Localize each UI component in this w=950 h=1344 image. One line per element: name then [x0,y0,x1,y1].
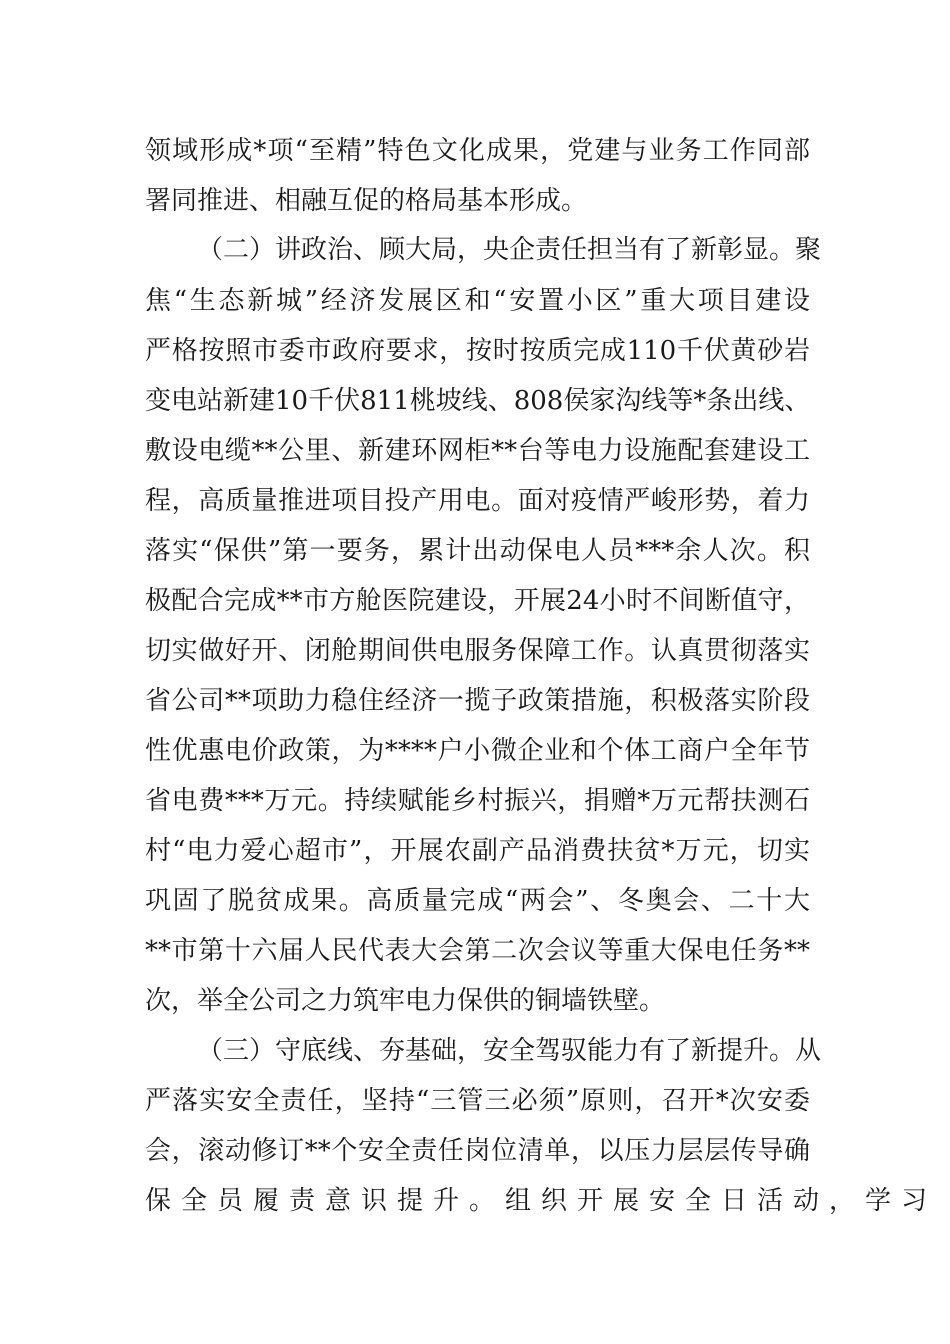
text-line: 署同推进、相融互促的格局基本形成。 [145,186,588,216]
text-line: 省公司**项助力稳住经济一揽子政策措施，积极落实阶段 [145,686,810,716]
text-line: （二）讲政治、顾大局，央企责任担当有了新彰显。聚 [197,235,822,265]
text-line: 变电站新建10千伏811桃坡线、808侯家沟线等*条出线、 [145,386,811,416]
text-line: 落实“保供”第一要务，累计出动保电人员***余人次。积 [145,536,810,566]
text-line: 会，滚动修订**个安全责任岗位清单，以压力层层传导确 [145,1136,810,1166]
text-line: 巩固了脱贫成果。高质量完成“两会”、冬奥会、二十大 [145,886,810,916]
text-line: 严落实安全责任，坚持“三管三必须”原则，召开*次安委 [145,1086,810,1116]
text-line: 程，高质量推进项目投产用电。面对疫情严峻形势，着力 [145,486,810,516]
text-line: 极配合完成**市方舱医院建设，开展24小时不间断值守， [145,586,810,616]
text-line: 保全员履责意识提升。组织开展安全日活动，学习 [145,1186,938,1216]
text-line: （三）守底线、夯基础，安全驾驭能力有了新提升。从 [197,1036,822,1066]
text-line: 切实做好开、闭舱期间供电服务保障工作。认真贯彻落实 [145,636,810,666]
text-line: 敷设电缆**公里、新建环网柜**台等电力设施配套建设工 [145,436,810,466]
text-line: 性优惠电价政策，为****户小微企业和个体工商户全年节 [145,736,810,766]
text-line: 严格按照市委市政府要求，按时按质完成110千伏黄砂岩 [145,336,810,366]
text-line: 次，举全公司之力筑牢电力保供的铜墙铁壁。 [145,986,666,1016]
text-line: 村“电力爱心超市”，开展农副产品消费扶贫*万元，切实 [145,836,810,866]
text-line: 焦“生态新城”经济发展区和“安置小区”重大项目建设 [145,286,810,316]
text-line: 省电费***万元。持续赋能乡村振兴，捐赠*万元帮扶测石 [145,786,810,816]
text-line: **市第十六届人民代表大会第二次会议等重大保电任务** [145,936,810,966]
text-line: 领域形成*项“至精”特色文化成果，党建与业务工作同部 [145,136,810,166]
